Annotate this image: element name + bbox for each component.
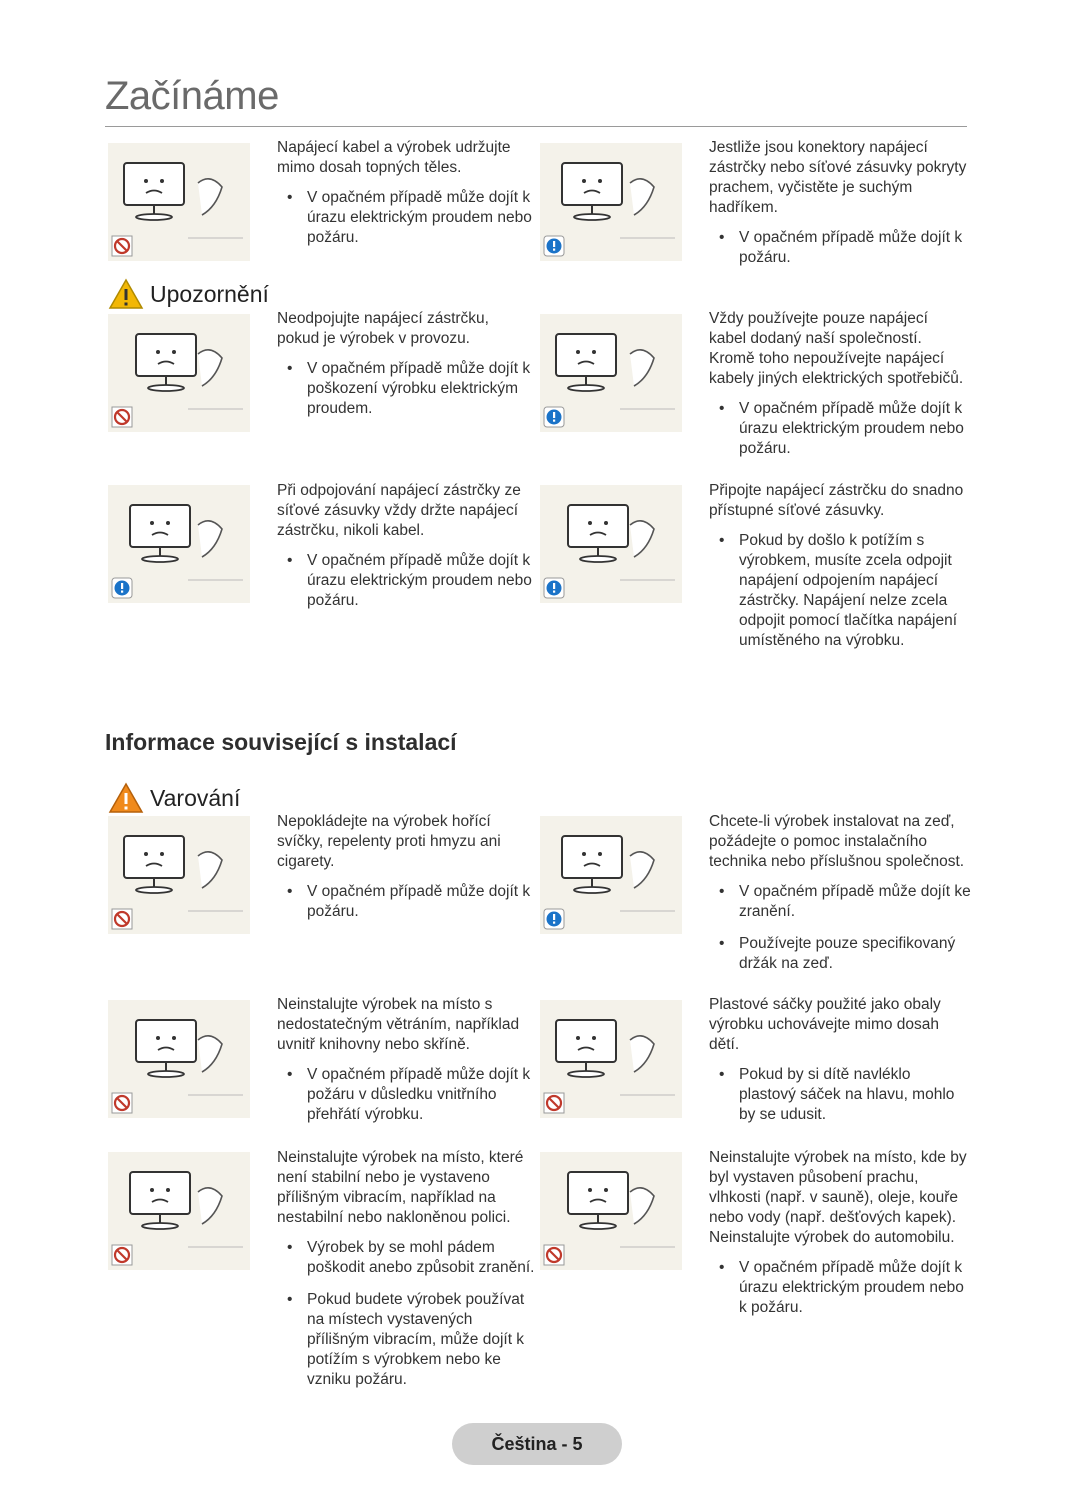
safety-illustration — [540, 314, 682, 432]
instruction-text: Chcete-li výrobek instalovat na zeď, požádejte o pomoc instalačního technika nebo příslušnou společnost. — [709, 813, 965, 870]
consequence-item: • V opačném případě může dojít k požáru v důsledku vnitřního přehřátí výrobku. — [277, 1065, 532, 1125]
info-icon — [544, 909, 564, 929]
consequence-item: • V opačném případě může dojít k úrazu elektrickým proudem nebo požáru. — [277, 188, 532, 248]
prohibited-icon — [112, 407, 132, 427]
instruction-block — [277, 812, 532, 934]
consequence-item: • V opačném případě může dojít k požáru. — [277, 882, 532, 922]
caution-heading-label: Upozornění — [150, 280, 269, 307]
consequence-item: • Používejte pouze specifikovaný držák na zeď. — [709, 934, 971, 974]
info-icon — [544, 407, 564, 427]
consequence-list — [709, 882, 971, 974]
instruction-text: Nepokládejte na výrobek hořící svíčky, repelenty proti hmyzu ani cigarety. — [277, 813, 501, 870]
prohibited-icon — [544, 1245, 564, 1265]
instruction-text: Neinstalujte výrobek na místo, které není stabilní nebo je vystaveno přílišným vibracím, například na nestabilní nebo nakloněnou polici. — [277, 1149, 524, 1226]
instruction-text: Připojte napájecí zástrčku do snadno přístupné síťové zásuvky. — [709, 482, 964, 519]
consequence-list — [277, 359, 532, 419]
instruction-block — [277, 1148, 537, 1402]
instruction-block — [277, 138, 532, 260]
prohibited-icon — [112, 1245, 132, 1265]
consequence-item: • Pokud by si dítě navléklo plastový sáček na hlavu, mohlo by se udusit. — [709, 1065, 969, 1125]
consequence-list — [277, 1238, 537, 1390]
instruction-block — [709, 481, 969, 663]
page-title: Začínáme — [105, 74, 279, 118]
consequence-list — [277, 188, 532, 248]
page-number-badge: Čeština - 5 — [452, 1423, 622, 1465]
safety-illustration — [540, 143, 682, 261]
safety-illustration — [108, 485, 250, 603]
consequence-item: • V opačném případě může dojít k úrazu elektrickým proudem nebo k požáru. — [709, 1258, 969, 1318]
instruction-block — [709, 138, 969, 280]
instruction-text: Plastové sáčky použité jako obaly výrobku uchovávejte mimo dosah dětí. — [709, 996, 941, 1053]
consequence-item: • Pokud by došlo k potížím s výrobkem, musíte zcela odpojit napájení odpojením napájecí zástrčky. Napájení nelze zcela odpojit pomocí tlačítka napájení umístěného na výrobku. — [709, 531, 969, 651]
info-icon — [544, 236, 564, 256]
consequence-item: • Výrobek by se mohl pádem poškodit anebo způsobit zranění. — [277, 1238, 537, 1278]
prohibited-icon — [112, 1093, 132, 1113]
instruction-text: Neodpojujte napájecí zástrčku, pokud je výrobek v provozu. — [277, 310, 489, 347]
instruction-block — [709, 309, 969, 471]
instruction-text: Neinstalujte výrobek na místo s nedostatečným větráním, například uvnitř knihovny nebo skříně. — [277, 996, 520, 1053]
consequence-item: • V opačném případě může dojít ke zranění. — [709, 882, 971, 922]
warning-heading — [108, 782, 240, 814]
prohibited-icon — [112, 909, 132, 929]
instruction-text: Vždy používejte pouze napájecí kabel dodaný naší společností. Kromě toho nepoužívejte napájecí kabely jiných elektrických spotřebičů. — [709, 310, 964, 387]
instruction-block — [709, 1148, 969, 1330]
instruction-block — [709, 812, 971, 986]
safety-illustration — [108, 314, 250, 432]
instruction-block — [277, 309, 532, 431]
consequence-list — [277, 882, 532, 922]
caution-triangle-icon — [108, 278, 144, 310]
prohibited-icon — [112, 236, 132, 256]
warning-heading-label: Varování — [150, 784, 241, 811]
instruction-block — [277, 481, 537, 623]
caution-heading — [108, 278, 269, 310]
consequence-list — [709, 1065, 969, 1125]
consequence-list — [277, 551, 537, 611]
consequence-list — [709, 1258, 969, 1318]
info-icon — [112, 578, 132, 598]
instruction-block — [277, 995, 532, 1137]
safety-illustration — [108, 816, 250, 934]
info-icon — [544, 578, 564, 598]
consequence-list — [709, 399, 969, 459]
instruction-text: Neinstalujte výrobek na místo, kde by byl vystaven působení prachu, vlhkosti (např. v sauně), oleje, kouře nebo vody (např. dešťových kapek). Neinstalujte výrobek do automobilu. — [709, 1149, 967, 1246]
safety-illustration — [540, 1000, 682, 1118]
consequence-list — [709, 228, 969, 268]
consequence-item: • V opačném případě může dojít k poškození výrobku elektrickým proudem. — [277, 359, 532, 419]
title-divider — [105, 126, 967, 127]
consequence-item: • Pokud budete výrobek používat na místech vystavených přílišným vibracím, může dojít k potížím s výrobkem nebo ke vzniku požáru. — [277, 1290, 537, 1390]
consequence-list — [709, 531, 969, 651]
safety-illustration — [540, 816, 682, 934]
consequence-list — [277, 1065, 532, 1125]
section-heading: Informace související s instalací — [105, 729, 457, 755]
consequence-item: • V opačném případě může dojít k úrazu elektrickým proudem nebo požáru. — [277, 551, 537, 611]
consequence-item: • V opačném případě může dojít k požáru. — [709, 228, 969, 268]
instruction-text: Při odpojování napájecí zástrčky ze síťové zásuvky vždy držte napájecí zástrčku, nikoli kabel. — [277, 482, 521, 539]
safety-illustration — [540, 485, 682, 603]
instruction-text: Napájecí kabel a výrobek udržujte mimo dosah topných těles. — [277, 139, 511, 176]
safety-illustration — [108, 1000, 250, 1118]
warning-triangle-icon — [108, 782, 144, 814]
consequence-item: • V opačném případě může dojít k úrazu elektrickým proudem nebo požáru. — [709, 399, 969, 459]
prohibited-icon — [544, 1093, 564, 1113]
instruction-text: Jestliže jsou konektory napájecí zástrčky nebo síťové zásuvky pokryty prachem, vyčistěte je suchým hadříkem. — [709, 139, 967, 216]
instruction-block — [709, 995, 969, 1137]
safety-illustration — [108, 143, 250, 261]
safety-illustration — [540, 1152, 682, 1270]
safety-illustration — [108, 1152, 250, 1270]
